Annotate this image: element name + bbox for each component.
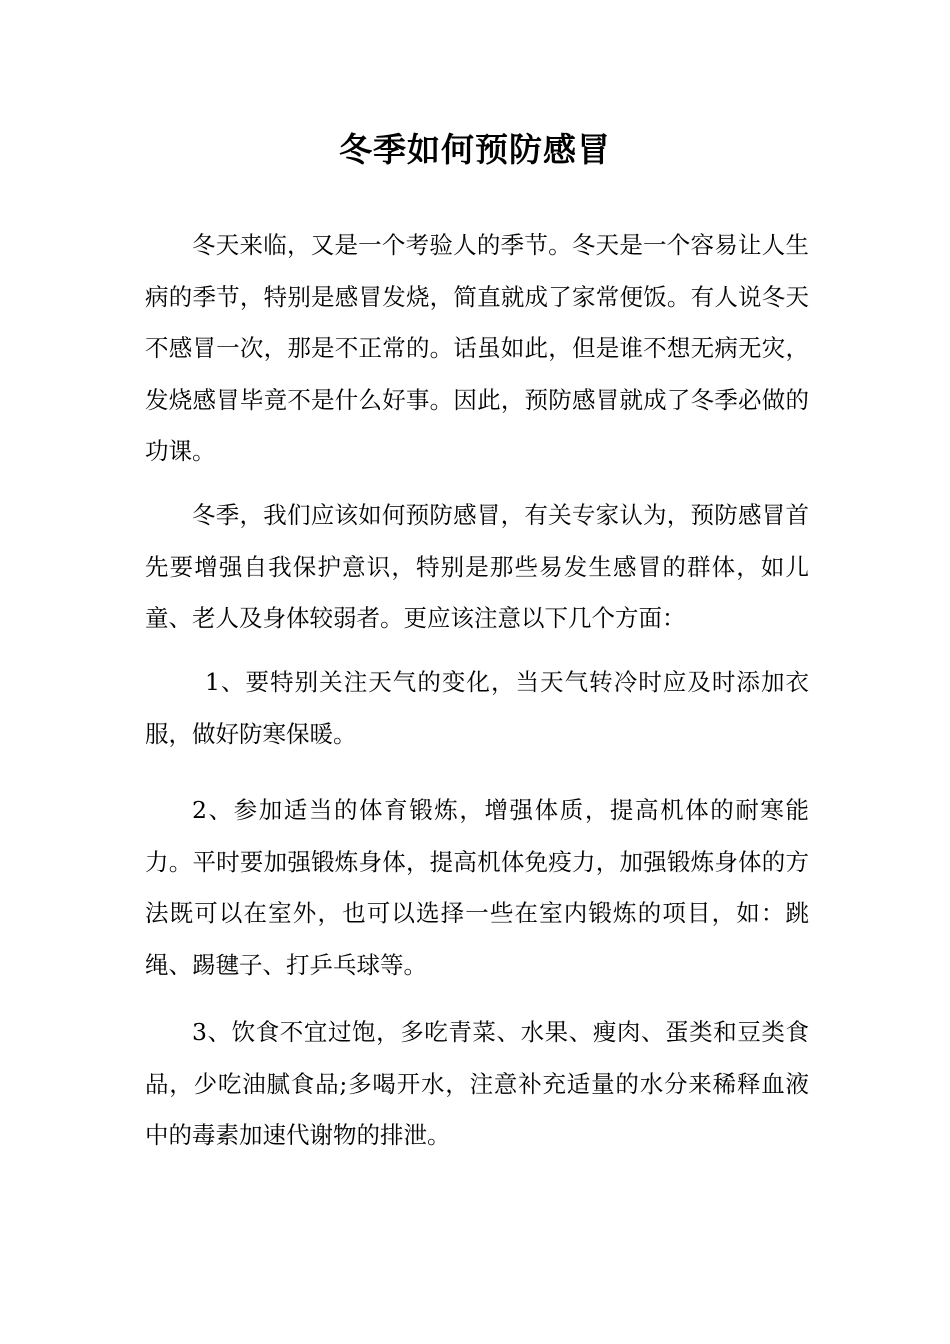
paragraph-intro: 冬天来临，又是一个考验人的季节。冬天是一个容易让人生病的季节，特别是感冒发烧，简直就成了家常便饭。有人说冬天不感冒一次，那是不正常的。话虽如此，但是谁不想无病无灾，发烧感冒毕竟不是什么好事。因此，预防感冒就成了冬季必做的功课。 <box>145 231 809 465</box>
list-item-1: 1、要特别关注天气的变化，当天气转冷时应及时添加衣服，做好防寒保暖。 <box>145 668 809 748</box>
list-item-3: 3、饮食不宜过饱，多吃青菜、水果、瘦肉、蛋类和豆类食品，少吃油腻食品;多喝开水，注意补充适量的水分来稀释血液中的毒素加速代谢物的排泄。 <box>145 1018 809 1149</box>
paragraph-advice: 冬季，我们应该如何预防感冒，有关专家认为，预防感冒首先要增强自我保护意识，特别是那些易发生感冒的群体，如儿童、老人及身体较弱者。更应该注意以下几个方面： <box>145 501 809 632</box>
list-item-2: 2、参加适当的体育锻炼，增强体质，提高机体的耐寒能力。平时要加强锻炼身体，提高机体免疫力，加强锻炼身体的方法既可以在室外，也可以选择一些在室内锻炼的项目，如：跳绳、踢毽子、打乒乓球等。 <box>145 796 809 979</box>
document-title: 冬季如何预防感冒 <box>339 130 611 169</box>
